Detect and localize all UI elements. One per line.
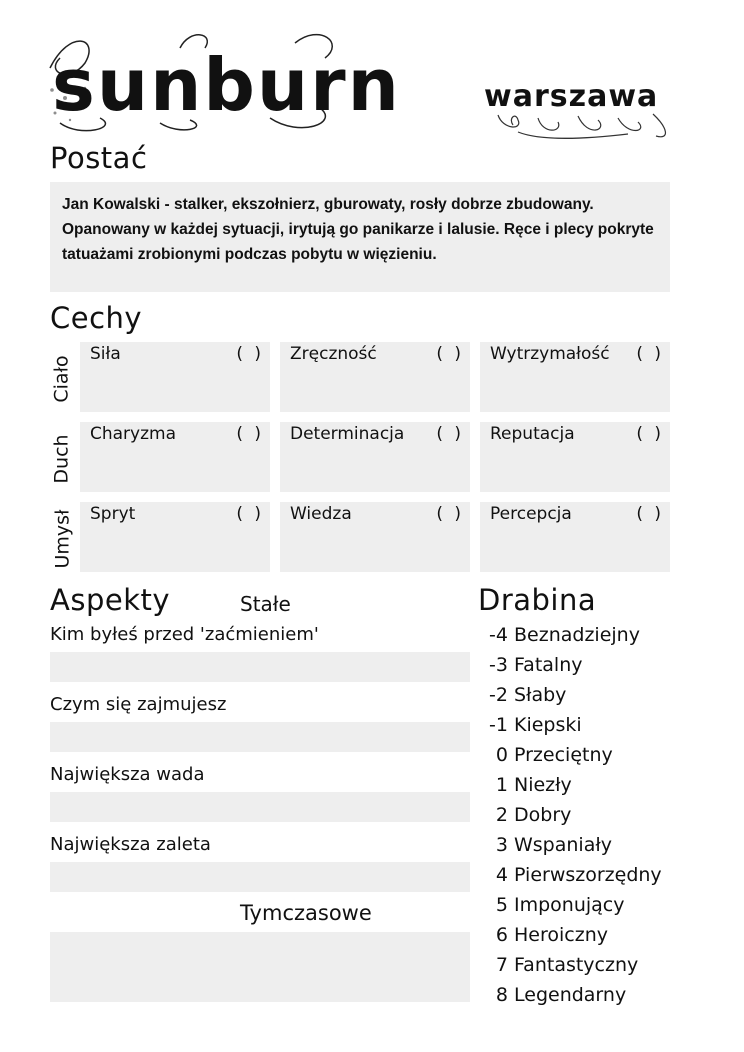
ladder-title: Drabina (478, 583, 597, 617)
trait-value-box[interactable]: ( ) (636, 344, 664, 364)
trait-cell-spryt[interactable] (80, 502, 270, 572)
aspect-field-temporary[interactable] (50, 932, 470, 1002)
ladder-rung: -3 Fatalny (489, 654, 583, 676)
trait-name: Reputacja (490, 424, 575, 444)
trait-name: Charyzma (90, 424, 177, 444)
trait-cell-determinacja[interactable] (280, 422, 470, 492)
trait-value-box[interactable]: ( ) (236, 344, 264, 364)
ladder-rung: 6 Heroiczny (495, 924, 608, 946)
trait-value-box[interactable]: ( ) (436, 344, 464, 364)
ladder-rung: -1 Kiepski (489, 714, 582, 736)
city-text: warszawa (484, 79, 659, 114)
ladder-rung: 1 Niezły (495, 774, 572, 796)
traits-title: Cechy (50, 301, 143, 335)
aspect-field-virtue[interactable] (50, 862, 470, 892)
trait-value-box[interactable]: ( ) (236, 424, 264, 444)
ladder-rung: 8 Legendarny (495, 984, 627, 1006)
aspects-title: Aspekty (50, 583, 171, 617)
character-description[interactable]: Jan Kowalski - stalker, ekszołnierz, gburowaty, rosły dobrze zbudowany. Opanowany w każdej sytuacji, irytują go panikarze i lalusie. Ręce i plecy pokryte tatuażami zrobionymi podczas pobytu w więzieniu. (50, 182, 670, 292)
trait-value-box[interactable]: ( ) (636, 424, 664, 444)
ladder-list (478, 620, 698, 1010)
aspect-field-before[interactable] (50, 652, 470, 682)
trait-cell-charyzma[interactable] (80, 422, 270, 492)
ladder-rung: -2 Słaby (489, 684, 567, 706)
trait-name: Percepcja (490, 504, 572, 524)
trait-value-box[interactable]: ( ) (236, 504, 264, 524)
group-label-body: Ciało (51, 355, 73, 403)
trait-name: Zręczność (290, 344, 377, 364)
trait-cell-sila[interactable] (80, 342, 270, 412)
group-label-spirit: Duch (51, 434, 74, 484)
ladder-rung: 4 Pierwszorzędny (495, 864, 662, 886)
warszawa-logo (478, 70, 674, 142)
aspects-temporary-label: Tymczasowe (240, 901, 372, 925)
aspect-label-virtue: Największa zaleta (50, 834, 211, 855)
aspect-label-before: Kim byłeś przed 'zaćmieniem' (50, 624, 319, 645)
trait-name: Determinacja (290, 424, 405, 444)
character-title: Postać (50, 141, 148, 175)
ladder-rung: 7 Fantastyczny (495, 954, 639, 976)
trait-cell-wytrzymalosc[interactable] (480, 342, 670, 412)
aspect-field-occupation[interactable] (50, 722, 470, 752)
trait-name: Wytrzymałość (490, 344, 610, 364)
trait-cell-percepcja[interactable] (480, 502, 670, 572)
aspect-field-flaw[interactable] (50, 792, 470, 822)
ladder-rung: 3 Wspaniały (495, 834, 612, 856)
trait-name: Wiedza (290, 504, 352, 524)
ladder-rung: -4 Beznadziejny (489, 624, 640, 646)
trait-name: Spryt (90, 504, 136, 524)
aspect-label-flaw: Największa wada (50, 764, 205, 785)
logo-text: sunburn (52, 43, 401, 127)
trait-value-box[interactable]: ( ) (436, 424, 464, 444)
trait-cell-zrecznosc[interactable] (280, 342, 470, 412)
aspect-label-occupation: Czym się zajmujesz (50, 694, 227, 715)
trait-value-box[interactable]: ( ) (636, 504, 664, 524)
trait-cell-reputacja[interactable] (480, 422, 670, 492)
trait-value-box[interactable]: ( ) (436, 504, 464, 524)
aspects-fixed-label: Stałe (240, 592, 291, 616)
ladder-rung: 0 Przeciętny (495, 744, 613, 766)
sunburn-logo (40, 28, 401, 138)
ladder-rung: 5 Imponujący (495, 894, 625, 916)
trait-name: Siła (90, 344, 121, 364)
group-label-mind: Umysł (51, 509, 73, 569)
trait-cell-wiedza[interactable] (280, 502, 470, 572)
ladder-rung: 2 Dobry (495, 804, 572, 826)
